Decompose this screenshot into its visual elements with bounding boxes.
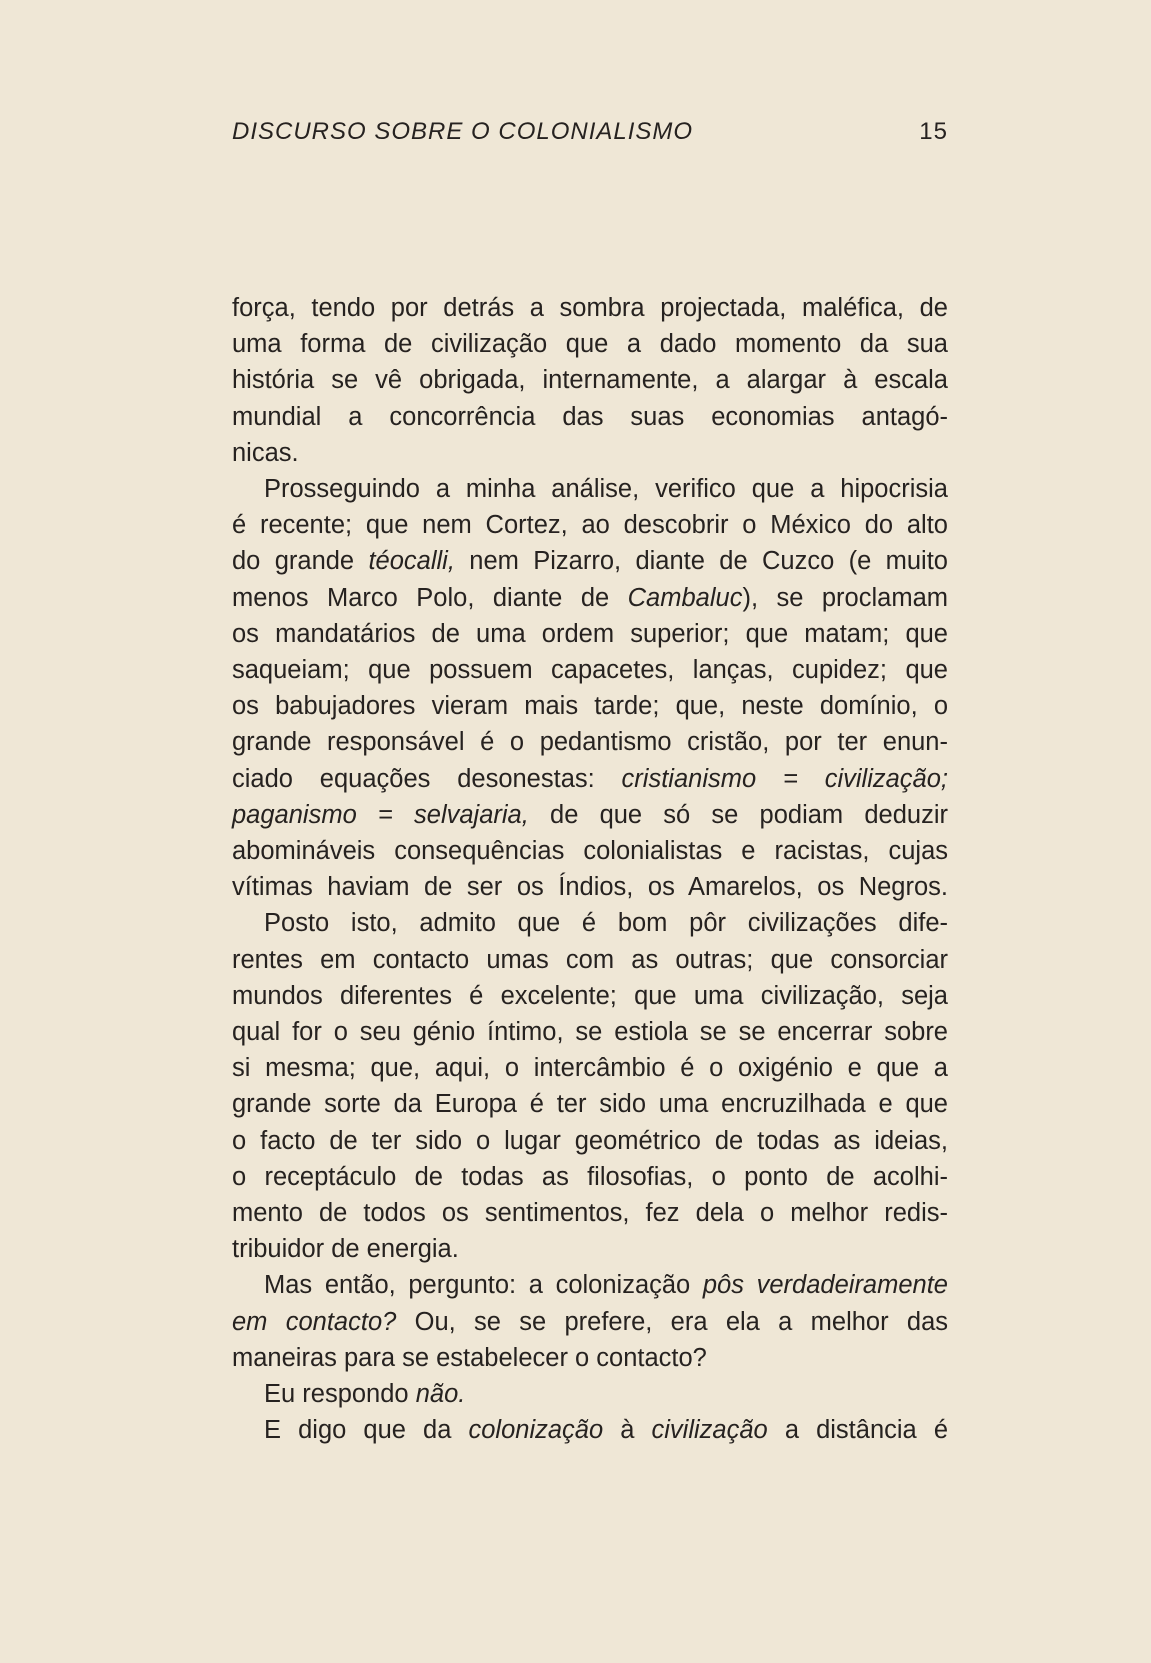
text-run: Posto isto, admito que é bom pôr civilizações dife-	[264, 909, 948, 938]
text-line	[232, 1014, 948, 1050]
italic-text: Cambaluc	[627, 583, 743, 612]
body-text	[232, 290, 948, 1449]
text-line	[232, 1376, 948, 1412]
text-run: força, tendo por detrás a sombra projectada, maléfica, de	[232, 294, 948, 322]
page-number: 15	[919, 118, 948, 145]
text-line	[232, 1195, 948, 1231]
text-line	[232, 1231, 948, 1267]
text-line	[232, 507, 948, 543]
text-run: ), se proclamam	[742, 583, 948, 612]
text-run: mundos diferentes é excelente; que uma civilização, seja	[232, 981, 948, 1010]
text-line	[232, 1159, 948, 1195]
text-line	[232, 435, 948, 471]
italic-text: cristianismo = civilização;	[621, 764, 948, 793]
text-line	[232, 326, 948, 362]
text-run: saqueiam; que possuem capacetes, lanças, cupidez; que	[232, 656, 948, 685]
italic-text: téocalli,	[368, 547, 455, 576]
text-run: E digo que da	[264, 1416, 469, 1445]
text-run: vítimas haviam de ser os Índios, os Amarelos, os Negros.	[232, 873, 948, 902]
text-line	[232, 1123, 948, 1159]
text-line	[232, 1267, 948, 1303]
text-line	[232, 942, 948, 978]
text-run: o facto de ter sido o lugar geométrico de todas as ideias,	[232, 1126, 948, 1155]
text-run: rentes em contacto umas com as outras; que consorciar	[232, 945, 948, 974]
text-line	[232, 543, 948, 579]
text-line	[232, 616, 948, 652]
text-run: os mandatários de uma ordem superior; que matam; que	[232, 619, 948, 648]
text-line	[232, 290, 948, 326]
text-line	[232, 580, 948, 616]
text-line	[232, 724, 948, 760]
text-line	[232, 399, 948, 435]
text-line	[232, 362, 948, 398]
text-run: maneiras para se estabelecer o contacto?	[232, 1343, 707, 1372]
italic-text: pôs verdadeiramente	[702, 1271, 948, 1300]
text-run: qual for o seu génio íntimo, se estiola se se encerrar sobre	[232, 1018, 948, 1047]
text-run: do grande	[232, 547, 369, 576]
text-run: Mas então, pergunto: a colonização	[264, 1271, 703, 1300]
italic-text: colonização	[468, 1416, 604, 1445]
text-line	[232, 652, 948, 688]
text-run: menos Marco Polo, diante de	[232, 583, 628, 612]
italic-text: não.	[415, 1380, 466, 1409]
text-run: grande sorte da Europa é ter sido uma encruzilhada e que	[232, 1090, 948, 1119]
text-line	[232, 1086, 948, 1122]
text-run: história se vê obrigada, internamente, a alargar à escala	[232, 366, 948, 395]
text-run: mundial a concorrência das suas economias antagó-	[232, 402, 948, 431]
text-line	[232, 688, 948, 724]
text-run: à	[603, 1416, 652, 1445]
text-line	[232, 1340, 948, 1376]
running-header	[232, 118, 948, 146]
text-run: ciado equações desonestas:	[232, 764, 622, 793]
text-line	[232, 869, 948, 905]
text-run: Ou, se se prefere, era ela a melhor das	[396, 1307, 948, 1336]
italic-text: civilização	[651, 1416, 768, 1445]
text-run: nicas.	[232, 438, 299, 467]
text-line	[232, 978, 948, 1014]
text-line	[232, 1304, 948, 1340]
text-run: si mesma; que, aqui, o intercâmbio é o oxigénio e que a	[232, 1054, 948, 1083]
text-line	[232, 797, 948, 833]
text-run: Eu respondo	[264, 1380, 416, 1409]
text-line	[232, 1412, 948, 1448]
text-line	[232, 833, 948, 869]
text-run: grande responsável é o pedantismo cristão, por ter enun-	[232, 728, 948, 757]
text-run: tribuidor de energia.	[232, 1235, 459, 1264]
running-title: DISCURSO SOBRE O COLONIALISMO	[232, 118, 694, 145]
text-run: uma forma de civilização que a dado momento da sua	[232, 330, 948, 359]
text-line	[232, 471, 948, 507]
text-run: nem Pizarro, diante de Cuzco (e muito	[454, 547, 948, 576]
italic-text: paganismo = selvajaria,	[232, 800, 529, 829]
text-run: Prosseguindo a minha análise, verifico que a hipocrisia	[264, 475, 948, 504]
text-run: abomináveis consequências colonialistas e racistas, cujas	[232, 837, 948, 866]
text-line	[232, 905, 948, 941]
text-run: a distância é	[767, 1416, 949, 1445]
text-run: mento de todos os sentimentos, fez dela o melhor redis-	[232, 1199, 948, 1228]
italic-text: em contacto?	[232, 1307, 397, 1336]
text-line	[232, 761, 948, 797]
text-run: o receptáculo de todas as filosofias, o ponto de acolhi-	[232, 1162, 948, 1191]
text-line	[232, 1050, 948, 1086]
text-run: de que só se podiam deduzir	[528, 800, 948, 829]
text-run: os babujadores vieram mais tarde; que, neste domínio, o	[232, 692, 948, 721]
text-run: é recente; que nem Cortez, ao descobrir o México do alto	[232, 511, 948, 540]
